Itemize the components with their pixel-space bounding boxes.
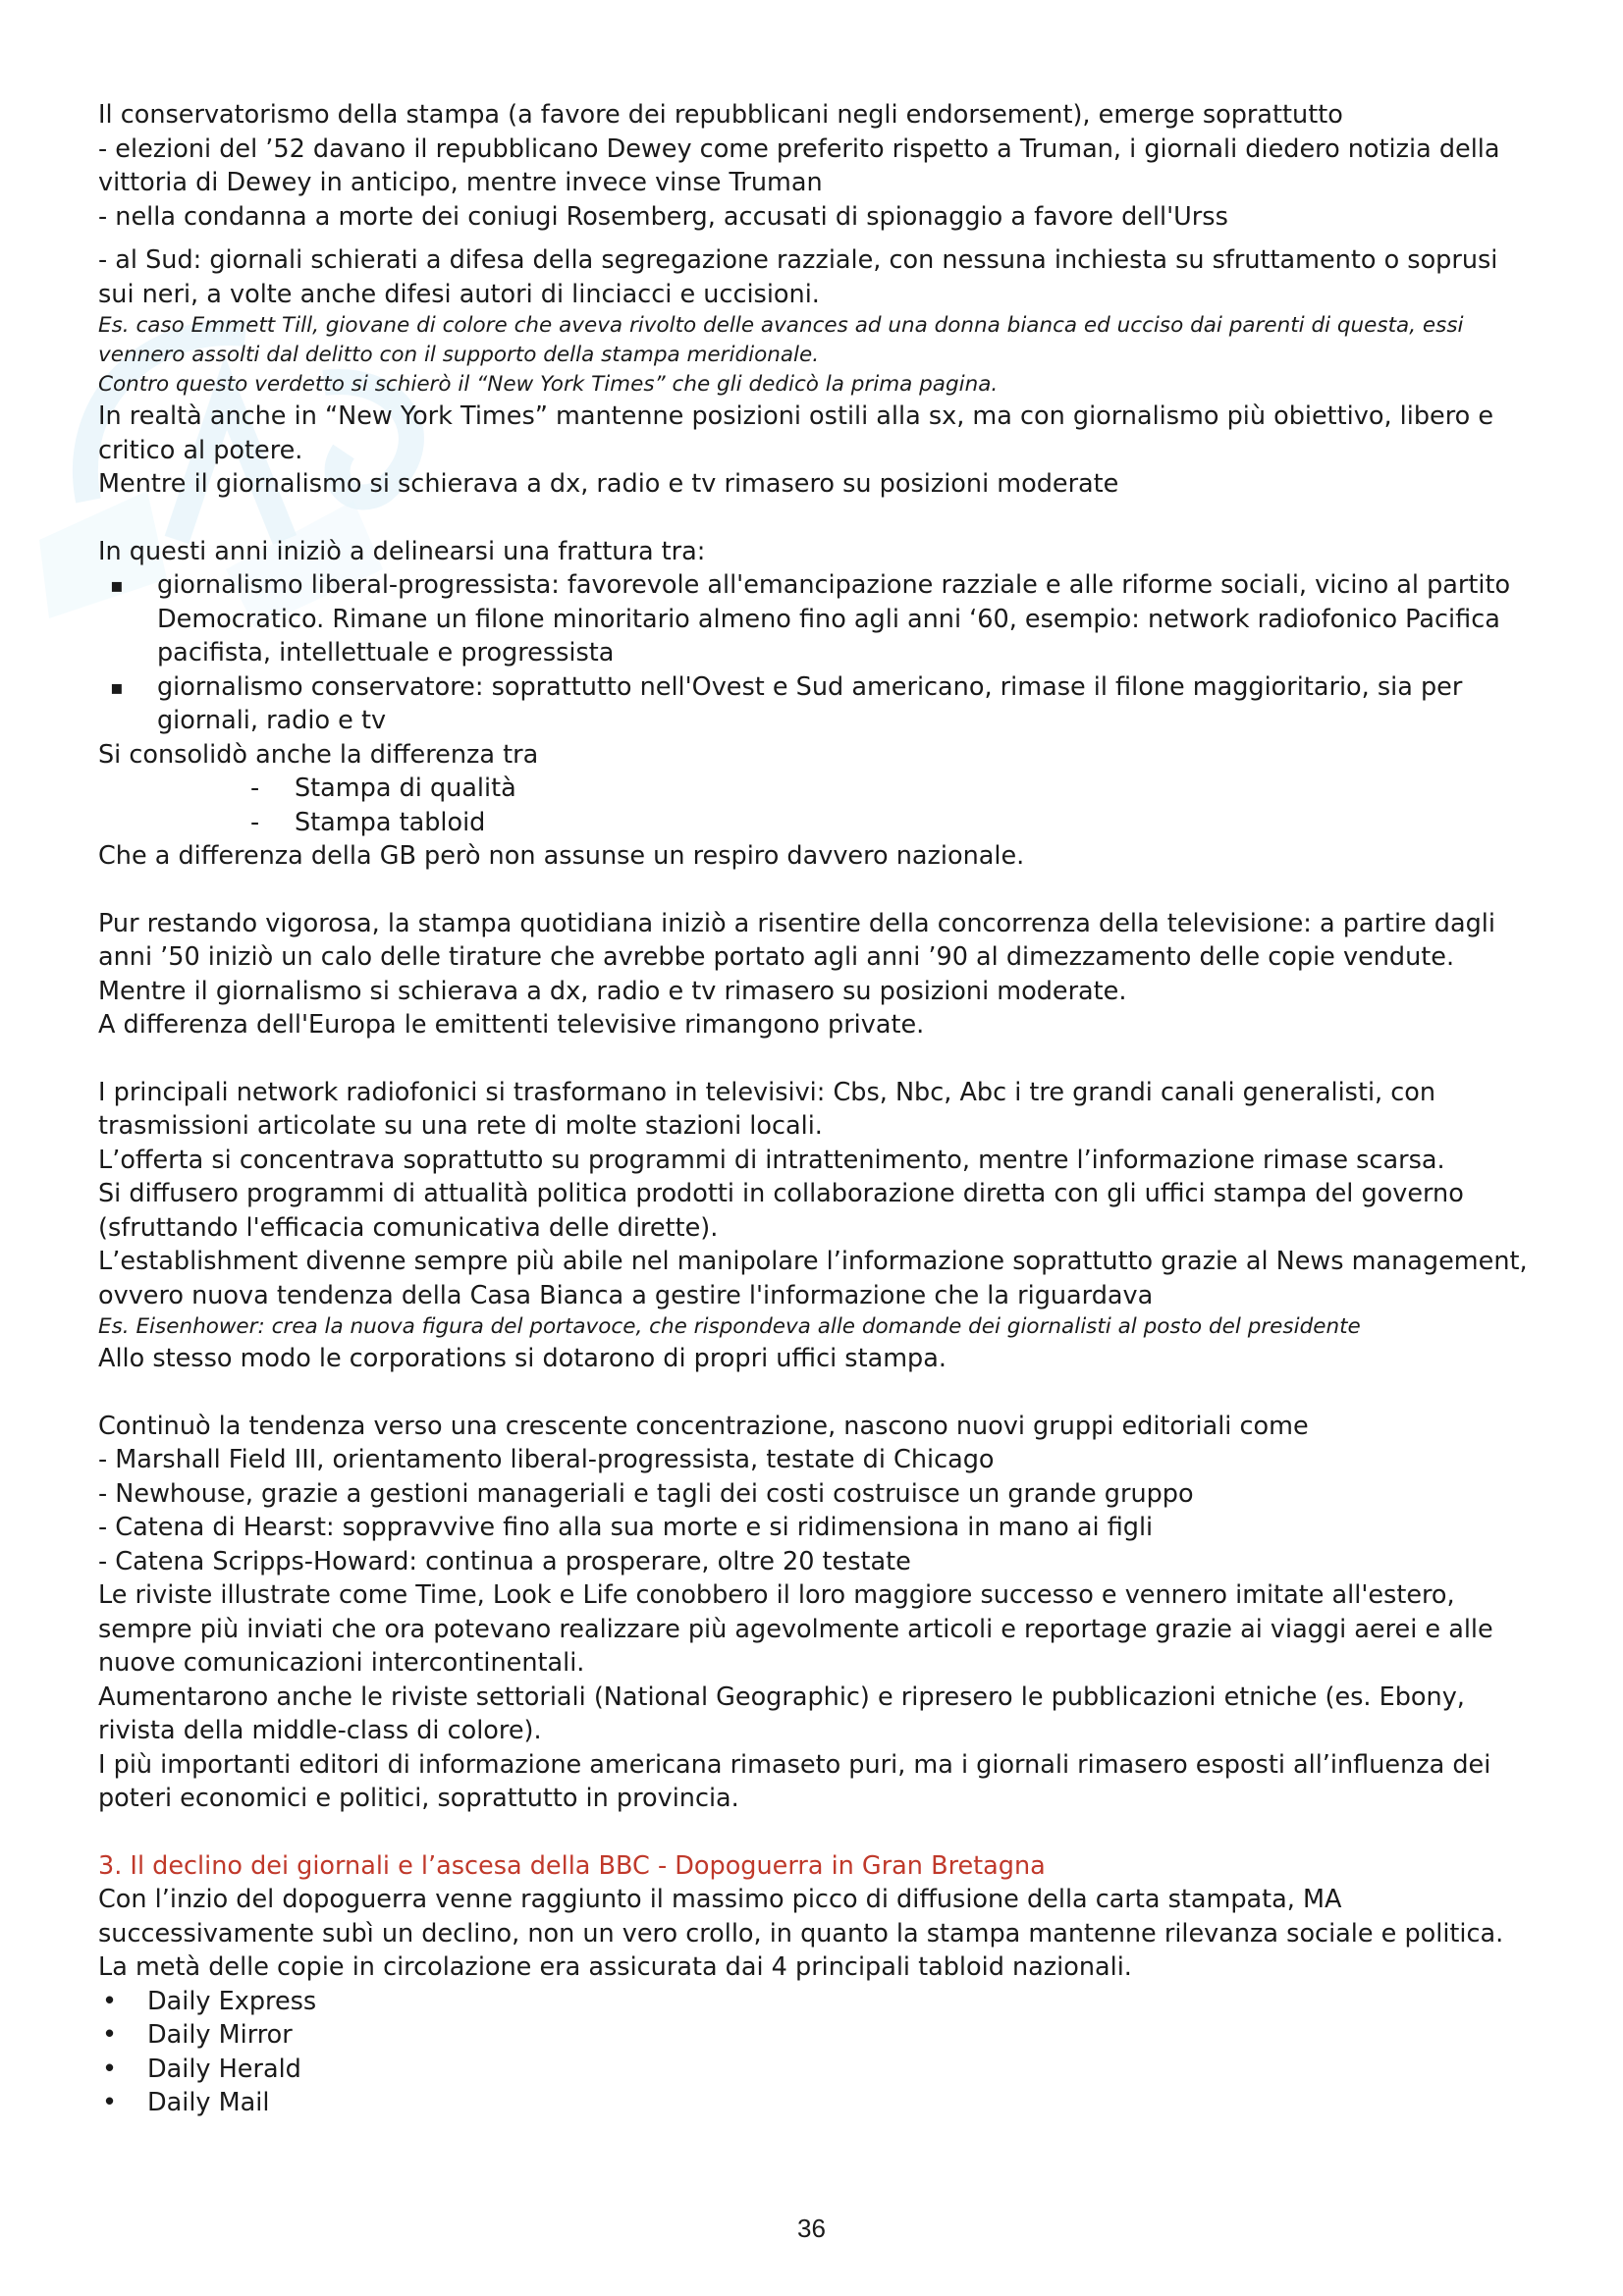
paragraph: Allo stesso modo le corporations si dotarono di propri uffici stampa. (98, 1344, 947, 1373)
dot-bullet-icon: • (102, 2054, 118, 2084)
paragraph: I principali network radiofonici si trasformano in televisivi: Cbs, Nbc, Abc i tre grandi canali generalisti, con trasmissioni articolate su una rete di molte stazioni locali. (98, 1077, 1436, 1141)
paragraph: L’offerta si concentrava soprattutto su programmi di intrattenimento, mentre l’informazione rimase scarsa. (98, 1145, 1445, 1175)
list-item-text: Daily Express (147, 1986, 317, 2016)
square-bullet-icon: ▪ (110, 674, 124, 699)
paragraph: In questi anni iniziò a delinearsi una frattura tra: (98, 536, 706, 566)
paragraph: - Marshall Field III, orientamento liberal-progressista, testate di Chicago (98, 1445, 995, 1474)
paragraph: - Catena di Hearst: soppravvive fino alla sua morte e si ridimensiona in mano ai figli (98, 1513, 1154, 1542)
paragraph: Mentre il giornalismo si schierava a dx, radio e tv rimasero su posizioni moderate (98, 469, 1119, 499)
paragraph: Si diffusero programmi di attualità politica prodotti in collaborazione diretta con gli uffici stampa del governo (sfruttando l'efficacia comunicativa delle dirette). (98, 1179, 1464, 1243)
tabloid-list (98, 1985, 1532, 2120)
note: Es. caso Emmett Till, giovane di colore che aveva rivolto delle avances ad una donna bianca ed ucciso dai parenti di questa, essi vennero assolti dal delitto con il supporto della stampa meridionale. (98, 313, 1464, 367)
paragraph: - elezioni del ’52 davano il repubblicano Dewey come preferito rispetto a Truman, i giornali diedero notizia della vittoria di Dewey in anticipo, mentre invece vinse Truman (98, 133, 1500, 197)
list-item-text: Daily Mail (147, 2088, 270, 2117)
paragraph: - nella condanna a morte dei coniugi Rosemberg, accusati di spionaggio a favore dell'Urss (98, 201, 1228, 232)
paragraph: Aumentarono anche le riviste settoriali (National Geographic) e ripresero le pubblicazioni etniche (es. Ebony, rivista della middle-class di colore). (98, 1682, 1465, 1745)
dot-bullet-icon: • (102, 1986, 118, 2016)
list-item (98, 568, 1532, 670)
square-bullet-icon: ▪ (110, 573, 124, 597)
paragraph: I più importanti editori di informazione americana rimaseto puri, ma i giornali rimasero esposti all’influenza dei poteri economici e politici, soprattutto in provincia. (98, 1749, 1491, 1813)
list-item (98, 806, 1532, 840)
paragraph: Con l’inzio del dopoguerra venne raggiunto il massimo picco di diffusione della carta stampata, MA successivamente subì un declino, non un vero crollo, in quanto la stampa mantenne rilevanza sociale e politica. (98, 1885, 1504, 1949)
list-item-text: giornalismo conservatore: soprattutto nell'Ovest e Sud americano, rimase il filone maggioritario, sia per giornali, radio e tv (157, 671, 1463, 735)
page-number: 36 (797, 2214, 826, 2243)
list-item-text: Stampa tabloid (295, 807, 486, 837)
difference-list (98, 772, 1532, 839)
list-item-text: Daily Herald (147, 2054, 301, 2084)
paragraph: A differenza dell'Europa le emittenti televisive rimangono private. (98, 1010, 925, 1040)
list-item (98, 2018, 1532, 2053)
list-item-text: Stampa di qualità (295, 774, 516, 803)
note: Contro questo verdetto si schierò il “New York Times” che gli dedicò la prima pagina. (98, 372, 999, 397)
dash-bullet-icon: - (250, 774, 260, 803)
paragraph: Pur restando vigorosa, la stampa quotidiana iniziò a risentire della concorrenza della televisione: a partire dagli anni ’50 iniziò un calo delle tirature che avrebbe portato agli anni ’90 al dimezzamento delle copie vendute. (98, 908, 1495, 972)
dot-bullet-icon: • (102, 2020, 118, 2050)
paragraph: La metà delle copie in circolazione era assicurata dai 4 principali tabloid nazionali. (98, 1952, 1132, 1982)
list-item (98, 670, 1532, 738)
paragraph: Il conservatorismo della stampa (a favore dei repubblicani negli endorsement), emerge soprattutto (98, 100, 1343, 130)
paragraph: L’establishment divenne sempre più abile nel manipolare l’informazione soprattutto grazie al News management, ovvero nuova tendenza della Casa Bianca a gestire l'informazione che la riguardava (98, 1247, 1528, 1310)
paragraph: Le riviste illustrate come Time, Look e Life conobbero il loro maggiore successo e vennero imitate all'estero, sempre più inviati che ora potevano realizzare più agevolmente articoli e reportage grazie ai viaggi aerei e alle nuove comunicazioni intercontinentali. (98, 1580, 1493, 1678)
dash-bullet-icon: - (250, 807, 260, 837)
list-item (98, 1985, 1532, 2019)
fracture-list (98, 568, 1532, 738)
document-body (98, 98, 1532, 2120)
paragraph: - Newhouse, grazie a gestioni manageriali e tagli dei costi costruisce un grande gruppo (98, 1478, 1194, 1509)
list-item (98, 772, 1532, 806)
paragraph: Continuò la tendenza verso una crescente concentrazione, nascono nuovi gruppi editoriali come (98, 1411, 1309, 1441)
list-item-text: Daily Mirror (147, 2020, 293, 2050)
section-title: 3. Il declino dei giornali e l’ascesa della BBC - Dopoguerra in Gran Bretagna (98, 1850, 1046, 1881)
paragraph: Si consolidò anche la differenza tra (98, 739, 539, 770)
paragraph: In realtà anche in “New York Times” mantenne posizioni ostili alla sx, ma con giornalismo più obiettivo, libero e critico al potere. (98, 401, 1494, 465)
dot-bullet-icon: • (102, 2088, 118, 2117)
list-item (98, 2053, 1532, 2087)
paragraph: - al Sud: giornali schierati a difesa della segregazione razziale, con nessuna inchiesta su sfruttamento o soprusi sui neri, a volte anche difesi autori di linciacci e uccisioni. (98, 245, 1498, 309)
paragraph: - Catena Scripps-Howard: continua a prosperare, oltre 20 testate (98, 1546, 911, 1576)
note: Es. Eisenhower: crea la nuova figura del portavoce, che rispondeva alle domande dei giornalisti al posto del presidente (98, 1314, 1361, 1339)
paragraph: Mentre il giornalismo si schierava a dx, radio e tv rimasero su posizioni moderate. (98, 976, 1127, 1006)
list-item (98, 2086, 1532, 2120)
paragraph: Che a differenza della GB però non assunse un respiro davvero nazionale. (98, 841, 1025, 871)
list-item-text: giornalismo liberal-progressista: favorevole all'emancipazione razziale e alle riforme sociali, vicino al partito Democratico. Rimane un filone minoritario almeno fino agli anni ‘60, esempio: network radiofonico Pacifica pacifista, intellettuale e progressista (157, 570, 1511, 667)
